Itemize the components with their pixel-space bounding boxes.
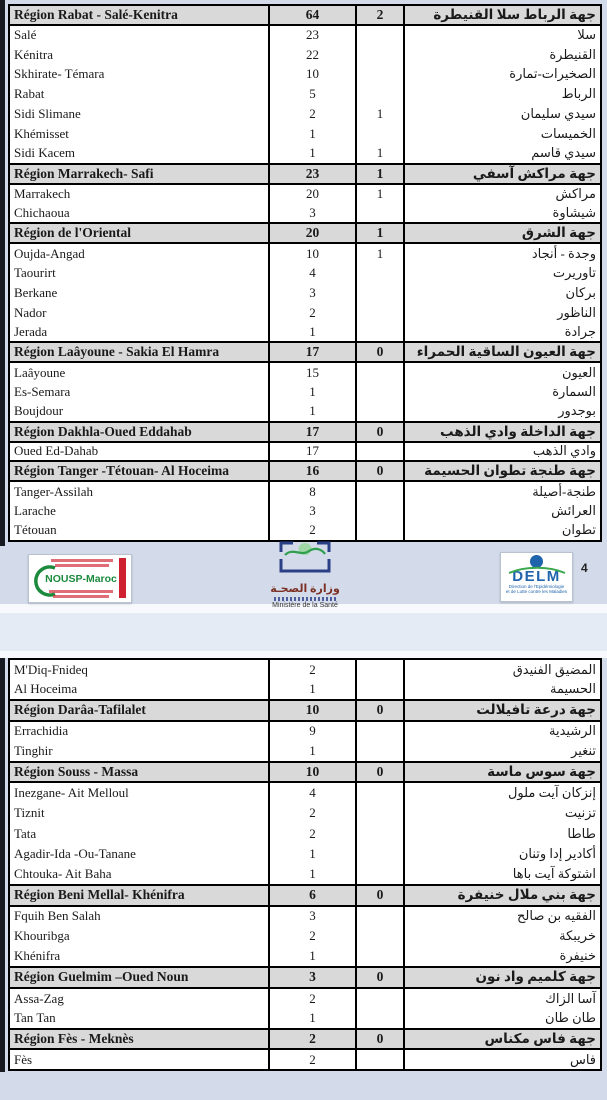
name-ar-cell: تنغير (404, 741, 601, 762)
district-row (9, 84, 601, 104)
count-primary-cell: 2 (269, 1049, 356, 1070)
count-secondary-cell (356, 45, 404, 65)
count-secondary-cell (356, 926, 404, 947)
count-secondary-cell: 0 (356, 885, 404, 906)
ministry-tifinagh-line (274, 597, 336, 601)
count-primary-cell: 3 (269, 203, 356, 223)
name-ar-cell: تاوريرت (404, 263, 601, 283)
count-primary-cell: 3 (269, 501, 356, 521)
count-primary-cell: 4 (269, 263, 356, 283)
nousp-label: NOUSP-Maroc (45, 573, 117, 585)
count-secondary-cell (356, 203, 404, 223)
name-ar-cell: الخميسات (404, 124, 601, 144)
name-ar-cell: العيون (404, 362, 601, 382)
count-primary-cell: 20 (269, 223, 356, 243)
name-fr-cell: Marrakech (9, 184, 269, 204)
district-row (9, 203, 601, 223)
count-primary-cell: 1 (269, 382, 356, 402)
count-primary-cell: 3 (269, 906, 356, 927)
delm-swoosh-icon (507, 565, 567, 575)
name-fr-cell: Larache (9, 501, 269, 521)
name-ar-cell: الرباط (404, 84, 601, 104)
name-fr-cell: Région Marrakech- Safi (9, 164, 269, 184)
region-header-row (9, 164, 601, 184)
count-primary-cell: 10 (269, 243, 356, 263)
region-header-row (9, 885, 601, 906)
count-secondary-cell (356, 906, 404, 927)
district-row (9, 906, 601, 927)
name-ar-cell: الصخيرات-تمارة (404, 65, 601, 85)
count-primary-cell: 10 (269, 700, 356, 721)
name-fr-cell: Agadir-Ida -Ou-Tanane (9, 844, 269, 865)
count-secondary-cell (356, 659, 404, 680)
district-row (9, 864, 601, 885)
count-secondary-cell (356, 124, 404, 144)
count-primary-cell: 1 (269, 741, 356, 762)
name-fr-cell: Région de l'Oriental (9, 223, 269, 243)
count-secondary-cell: 1 (356, 243, 404, 263)
count-primary-cell: 22 (269, 45, 356, 65)
name-fr-cell: Khémisset (9, 124, 269, 144)
count-primary-cell: 2 (269, 303, 356, 323)
count-secondary-cell (356, 303, 404, 323)
district-row (9, 144, 601, 164)
name-fr-cell: Salé (9, 25, 269, 45)
name-ar-cell: طنجة-أصيلة (404, 481, 601, 501)
count-primary-cell: 3 (269, 283, 356, 303)
district-row (9, 680, 601, 701)
name-ar-cell: أكادير إدا وتنان (404, 844, 601, 865)
ministry-emblem-icon (273, 538, 337, 576)
name-fr-cell: Fès (9, 1049, 269, 1070)
delm-subtitle-line2: et de Lutte contre les Maladies (505, 589, 568, 594)
left-edge-strip-page1 (0, 0, 5, 546)
regions-table-page2 (8, 658, 602, 1071)
count-secondary-cell (356, 442, 404, 462)
name-ar-cell: المضيق الفنيدق (404, 659, 601, 680)
region-header-row (9, 461, 601, 481)
count-secondary-cell (356, 362, 404, 382)
name-ar-cell: مراكش (404, 184, 601, 204)
count-primary-cell: 2 (269, 521, 356, 541)
name-fr-cell: Oujda-Angad (9, 243, 269, 263)
district-row (9, 263, 601, 283)
district-row (9, 25, 601, 45)
count-primary-cell: 17 (269, 442, 356, 462)
count-primary-cell: 10 (269, 762, 356, 783)
name-fr-cell: Assa-Zag (9, 988, 269, 1009)
delm-subtitle-line1: Direction de l'Epidémiologie (508, 584, 565, 589)
nousp-maroc-logo (28, 554, 132, 603)
count-secondary-cell (356, 1049, 404, 1070)
count-primary-cell: 8 (269, 481, 356, 501)
name-ar-cell: السمارة (404, 382, 601, 402)
district-row (9, 124, 601, 144)
name-ar-cell: اشتوكة آيت باها (404, 864, 601, 885)
count-primary-cell: 2 (269, 926, 356, 947)
count-secondary-cell (356, 263, 404, 283)
region-header-row (9, 342, 601, 362)
count-secondary-cell (356, 84, 404, 104)
count-secondary-cell: 0 (356, 762, 404, 783)
count-secondary-cell (356, 283, 404, 303)
district-row (9, 947, 601, 968)
name-fr-cell: Fquih Ben Salah (9, 906, 269, 927)
count-secondary-cell (356, 803, 404, 824)
name-ar-cell: جهة كلميم واد نون (404, 967, 601, 988)
name-fr-cell: Errachidia (9, 721, 269, 742)
count-primary-cell: 2 (269, 104, 356, 124)
count-primary-cell: 16 (269, 461, 356, 481)
count-secondary-cell (356, 680, 404, 701)
name-fr-cell: Région Souss - Massa (9, 762, 269, 783)
region-header-row (9, 762, 601, 783)
name-ar-cell: إنزكان آيت ملول (404, 782, 601, 803)
name-ar-cell: جهة الداخلة وادي الذهب (404, 422, 601, 442)
name-ar-cell: شيشاوة (404, 203, 601, 223)
count-primary-cell: 3 (269, 967, 356, 988)
count-primary-cell: 1 (269, 323, 356, 343)
district-row (9, 283, 601, 303)
district-row (9, 45, 601, 65)
name-fr-cell: Région Darâa-Tafilalet (9, 700, 269, 721)
name-fr-cell: Tan Tan (9, 1008, 269, 1029)
page2-top-edge (0, 651, 607, 658)
count-primary-cell: 17 (269, 342, 356, 362)
region-header-row (9, 5, 601, 25)
count-primary-cell: 17 (269, 422, 356, 442)
name-fr-cell: Khouribga (9, 926, 269, 947)
district-row (9, 741, 601, 762)
name-ar-cell: تطوان (404, 521, 601, 541)
name-ar-cell: سلا (404, 25, 601, 45)
region-header-row (9, 967, 601, 988)
count-primary-cell: 1 (269, 1008, 356, 1029)
count-primary-cell: 1 (269, 402, 356, 422)
district-row (9, 926, 601, 947)
name-ar-cell: جهة طنجة تطوان الحسيمة (404, 461, 601, 481)
district-row (9, 988, 601, 1009)
name-ar-cell: بركان (404, 283, 601, 303)
name-fr-cell: Région Guelmim –Oued Noun (9, 967, 269, 988)
district-row (9, 104, 601, 124)
count-primary-cell: 15 (269, 362, 356, 382)
nousp-microtext-line (55, 564, 109, 567)
name-fr-cell: M'Diq-Fnideq (9, 659, 269, 680)
count-primary-cell: 9 (269, 721, 356, 742)
name-ar-cell: القنيطرة (404, 45, 601, 65)
name-ar-cell: العرائش (404, 501, 601, 521)
count-secondary-cell: 1 (356, 144, 404, 164)
name-fr-cell: Rabat (9, 84, 269, 104)
count-primary-cell: 1 (269, 844, 356, 865)
name-fr-cell: Région Dakhla-Oued Eddahab (9, 422, 269, 442)
district-row (9, 1008, 601, 1029)
count-primary-cell: 4 (269, 782, 356, 803)
name-fr-cell: Tanger-Assilah (9, 481, 269, 501)
count-secondary-cell (356, 741, 404, 762)
count-primary-cell: 2 (269, 803, 356, 824)
name-ar-cell: آسا الزاك (404, 988, 601, 1009)
name-fr-cell: Tinghir (9, 741, 269, 762)
name-fr-cell: Région Tanger -Tétouan- Al Hoceima (9, 461, 269, 481)
name-ar-cell: خنيفرة (404, 947, 601, 968)
name-ar-cell: جهة الشرق (404, 223, 601, 243)
count-primary-cell: 64 (269, 5, 356, 25)
name-ar-cell: جهة بني ملال خنيفرة (404, 885, 601, 906)
delm-label: DELM (512, 568, 561, 585)
count-secondary-cell: 1 (356, 104, 404, 124)
nousp-microtext-line (51, 559, 113, 562)
district-row (9, 803, 601, 824)
left-edge-strip-page2 (0, 658, 5, 1072)
name-fr-cell: Al Hoceima (9, 680, 269, 701)
count-primary-cell: 1 (269, 680, 356, 701)
name-fr-cell: Skhirate- Témara (9, 65, 269, 85)
name-ar-cell: سيدي قاسم (404, 144, 601, 164)
district-row (9, 382, 601, 402)
name-ar-cell: طاطا (404, 823, 601, 844)
count-secondary-cell (356, 1008, 404, 1029)
district-row (9, 782, 601, 803)
page-number: 4 (581, 561, 588, 575)
name-fr-cell: Région Beni Mellal- Khénifra (9, 885, 269, 906)
district-row (9, 659, 601, 680)
name-fr-cell: Oued Ed-Dahab (9, 442, 269, 462)
count-secondary-cell (356, 721, 404, 742)
nousp-red-bar (119, 558, 126, 598)
count-secondary-cell (356, 521, 404, 541)
nousp-microtext-line (53, 595, 109, 598)
name-fr-cell: Sidi Slimane (9, 104, 269, 124)
name-fr-cell: Es-Semara (9, 382, 269, 402)
count-primary-cell: 2 (269, 659, 356, 680)
name-ar-cell: الرشيدية (404, 721, 601, 742)
count-primary-cell: 23 (269, 164, 356, 184)
count-secondary-cell: 1 (356, 184, 404, 204)
page-gap (0, 613, 607, 651)
name-fr-cell: Berkane (9, 283, 269, 303)
name-fr-cell: Tata (9, 823, 269, 844)
district-row (9, 184, 601, 204)
delm-logo (500, 552, 573, 602)
ministry-french-name: Ministère de la Santé (272, 602, 338, 609)
count-primary-cell: 1 (269, 864, 356, 885)
name-fr-cell: Taourirt (9, 263, 269, 283)
count-secondary-cell (356, 823, 404, 844)
name-ar-cell: خريبكة (404, 926, 601, 947)
count-secondary-cell: 0 (356, 461, 404, 481)
name-fr-cell: Kénitra (9, 45, 269, 65)
name-ar-cell: الحسيمة (404, 680, 601, 701)
region-header-row (9, 700, 601, 721)
district-row (9, 481, 601, 501)
count-primary-cell: 1 (269, 124, 356, 144)
name-fr-cell: Tiznit (9, 803, 269, 824)
count-secondary-cell: 1 (356, 164, 404, 184)
district-row (9, 402, 601, 422)
name-fr-cell: Région Laâyoune - Sakia El Hamra (9, 342, 269, 362)
name-ar-cell: جهة العيون الساقية الحمراء (404, 342, 601, 362)
regions-table-page1 (8, 4, 602, 542)
name-fr-cell: Tétouan (9, 521, 269, 541)
name-fr-cell: Région Fès - Meknès (9, 1029, 269, 1050)
region-header-row (9, 1029, 601, 1050)
count-secondary-cell (356, 947, 404, 968)
district-row (9, 65, 601, 85)
count-primary-cell: 2 (269, 988, 356, 1009)
count-secondary-cell (356, 988, 404, 1009)
name-ar-cell: تزنيت (404, 803, 601, 824)
name-ar-cell: جهة مراكش آسفي (404, 164, 601, 184)
count-secondary-cell: 0 (356, 1029, 404, 1050)
count-primary-cell: 23 (269, 25, 356, 45)
count-primary-cell: 1 (269, 947, 356, 968)
count-primary-cell: 2 (269, 823, 356, 844)
name-fr-cell: Chichaoua (9, 203, 269, 223)
ministry-of-health-logo (262, 538, 348, 609)
name-ar-cell: الفقيه بن صالح (404, 906, 601, 927)
count-secondary-cell (356, 323, 404, 343)
name-ar-cell: وجدة - أنجاد (404, 243, 601, 263)
district-row (9, 323, 601, 343)
district-row (9, 442, 601, 462)
count-secondary-cell: 0 (356, 967, 404, 988)
name-ar-cell: الناظور (404, 303, 601, 323)
name-fr-cell: Chtouka- Ait Baha (9, 864, 269, 885)
count-primary-cell: 20 (269, 184, 356, 204)
ministry-arabic-name: وزارة الصحـة (270, 583, 340, 595)
count-primary-cell: 10 (269, 65, 356, 85)
count-secondary-cell (356, 25, 404, 45)
count-primary-cell: 5 (269, 84, 356, 104)
count-secondary-cell (356, 782, 404, 803)
count-secondary-cell (356, 382, 404, 402)
name-ar-cell: جهة فاس مكناس (404, 1029, 601, 1050)
region-header-row (9, 422, 601, 442)
district-row (9, 1049, 601, 1070)
count-primary-cell: 1 (269, 144, 356, 164)
name-fr-cell: Nador (9, 303, 269, 323)
name-ar-cell: جهة درعة تافيلالت (404, 700, 601, 721)
count-secondary-cell (356, 481, 404, 501)
name-fr-cell: Khénifra (9, 947, 269, 968)
count-secondary-cell (356, 65, 404, 85)
name-ar-cell: بوجدور (404, 402, 601, 422)
count-primary-cell: 6 (269, 885, 356, 906)
district-row (9, 823, 601, 844)
name-ar-cell: طان طان (404, 1008, 601, 1029)
district-row (9, 243, 601, 263)
name-ar-cell: فاس (404, 1049, 601, 1070)
name-ar-cell: جهة سوس ماسة (404, 762, 601, 783)
district-row (9, 844, 601, 865)
district-row (9, 303, 601, 323)
count-secondary-cell: 0 (356, 342, 404, 362)
name-ar-cell: جرادة (404, 323, 601, 343)
count-secondary-cell (356, 844, 404, 865)
count-secondary-cell (356, 402, 404, 422)
district-row (9, 721, 601, 742)
count-secondary-cell (356, 864, 404, 885)
name-fr-cell: Région Rabat - Salé-Kenitra (9, 5, 269, 25)
name-fr-cell: Sidi Kacem (9, 144, 269, 164)
name-fr-cell: Boujdour (9, 402, 269, 422)
count-secondary-cell: 1 (356, 223, 404, 243)
name-ar-cell: سيدي سليمان (404, 104, 601, 124)
name-fr-cell: Jerada (9, 323, 269, 343)
district-row (9, 501, 601, 521)
count-primary-cell: 2 (269, 1029, 356, 1050)
name-fr-cell: Inezgane- Ait Melloul (9, 782, 269, 803)
district-row (9, 362, 601, 382)
name-ar-cell: وادي الذهب (404, 442, 601, 462)
count-secondary-cell (356, 501, 404, 521)
nousp-microtext-line (49, 590, 113, 593)
count-secondary-cell: 0 (356, 700, 404, 721)
name-fr-cell: Laâyoune (9, 362, 269, 382)
count-secondary-cell: 2 (356, 5, 404, 25)
name-ar-cell: جهة الرباط سلا القنيطرة (404, 5, 601, 25)
region-header-row (9, 223, 601, 243)
count-secondary-cell: 0 (356, 422, 404, 442)
